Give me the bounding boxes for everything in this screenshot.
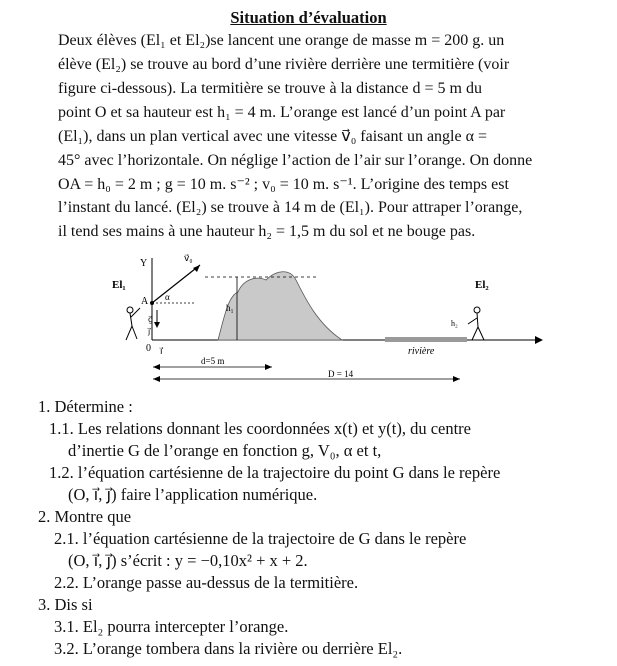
question-1-1: 1.1. Les relations donnant les coordonnées x(t) et y(t), du centre bbox=[49, 419, 471, 438]
question-3: 3. Dis si bbox=[38, 595, 93, 614]
el1-person-icon bbox=[126, 307, 140, 340]
question-2-2: 2.2. L’orange passe au-dessus de la termitière. bbox=[54, 573, 359, 592]
statement-line-5: (El₁), dans un plan vertical avec une vitesse v⃗₀ faisant un angle α = bbox=[58, 128, 487, 145]
el2-label: El₂ bbox=[475, 279, 489, 291]
v0-label: v⃗₀ bbox=[184, 253, 193, 263]
x-arrow-head bbox=[535, 336, 543, 344]
v0-arrow-head bbox=[193, 265, 200, 272]
D-arrow-left bbox=[153, 376, 160, 382]
g-arrow-head bbox=[154, 322, 160, 328]
i-label: i⃗ bbox=[160, 346, 163, 356]
river-label: rivière bbox=[408, 346, 435, 357]
y-axis-label: Y bbox=[140, 258, 148, 269]
statement-line-6: 45° avec l’horizontale. On néglige l’action de l’air sur l’orange. On donne bbox=[58, 152, 533, 169]
statement-line-8: l’instant du lancé. (El₂) se trouve à 14 m de (El₁). Pour attraper l’orange, bbox=[58, 199, 523, 216]
point-a-label: A bbox=[141, 296, 149, 307]
D-arrow-right bbox=[453, 376, 460, 382]
question-2-1: 2.1. l’équation cartésienne de la trajectoire de G dans le repère bbox=[54, 529, 467, 548]
question-1: 1. Détermine : bbox=[38, 397, 133, 416]
question-1-1-cont: d’inertie G de l’orange en fonction g, V₀, α et t, bbox=[68, 441, 382, 460]
d-label: d=5 m bbox=[201, 356, 225, 366]
river bbox=[385, 337, 467, 342]
d-arrow-right bbox=[265, 364, 272, 370]
question-1-2-cont: (O, i⃗, j⃗) faire l’application numérique. bbox=[68, 485, 318, 504]
statement-line-7: OA = h₀ = 2 m ; g = 10 m. s⁻² ; v₀ = 10 m. s⁻¹. L’origine des temps est bbox=[58, 176, 509, 193]
j-label: j⃗ bbox=[148, 327, 151, 336]
statement-line-2: élève (El₂) se trouve au bord d’une rivière derrière une termitière (voir bbox=[58, 56, 510, 73]
statement-line-1: Deux élèves (El₁ et El₂)se lancent une orange de masse m = 200 g. un bbox=[58, 32, 505, 49]
statement-line-9: il tend ses mains à une hauteur h₂ = 1,5 m du sol et ne bouge pas. bbox=[58, 223, 476, 240]
exercise-title: Situation d’évaluation bbox=[230, 8, 387, 27]
question-2-1-cont: (O, i⃗, j⃗) s’écrit : y = −0,10x² + x + 2. bbox=[68, 551, 308, 570]
el1-label: El₁ bbox=[112, 279, 126, 291]
question-1-2: 1.2. l’équation cartésienne de la trajectoire du point G dans le repère bbox=[49, 463, 501, 482]
statement-line-3: figure ci-dessous). La termitière se trouve à la distance d = 5 m du bbox=[58, 80, 482, 97]
origin-label: 0 bbox=[146, 343, 151, 354]
D-label: D = 14 bbox=[328, 369, 354, 379]
question-3-1: 3.1. El₂ pourra intercepter l’orange. bbox=[54, 617, 289, 636]
v0-vector bbox=[152, 265, 200, 303]
situation-figure bbox=[0, 248, 617, 388]
alpha-label: α bbox=[165, 292, 170, 302]
h2-label: h₂ bbox=[451, 319, 458, 328]
el2-person-icon bbox=[468, 307, 484, 340]
statement-line-4: point O et sa hauteur est h₁ = 4 m. L’orange est lancé d’un point A par bbox=[58, 104, 506, 121]
h1-label: h₁ bbox=[226, 303, 234, 313]
question-2: 2. Montre que bbox=[38, 507, 132, 526]
g-label: g⃗ bbox=[148, 315, 154, 324]
d-arrow-left bbox=[153, 364, 160, 370]
question-3-2: 3.2. L’orange tombera dans la rivière ou derrière El₂. bbox=[54, 639, 403, 658]
